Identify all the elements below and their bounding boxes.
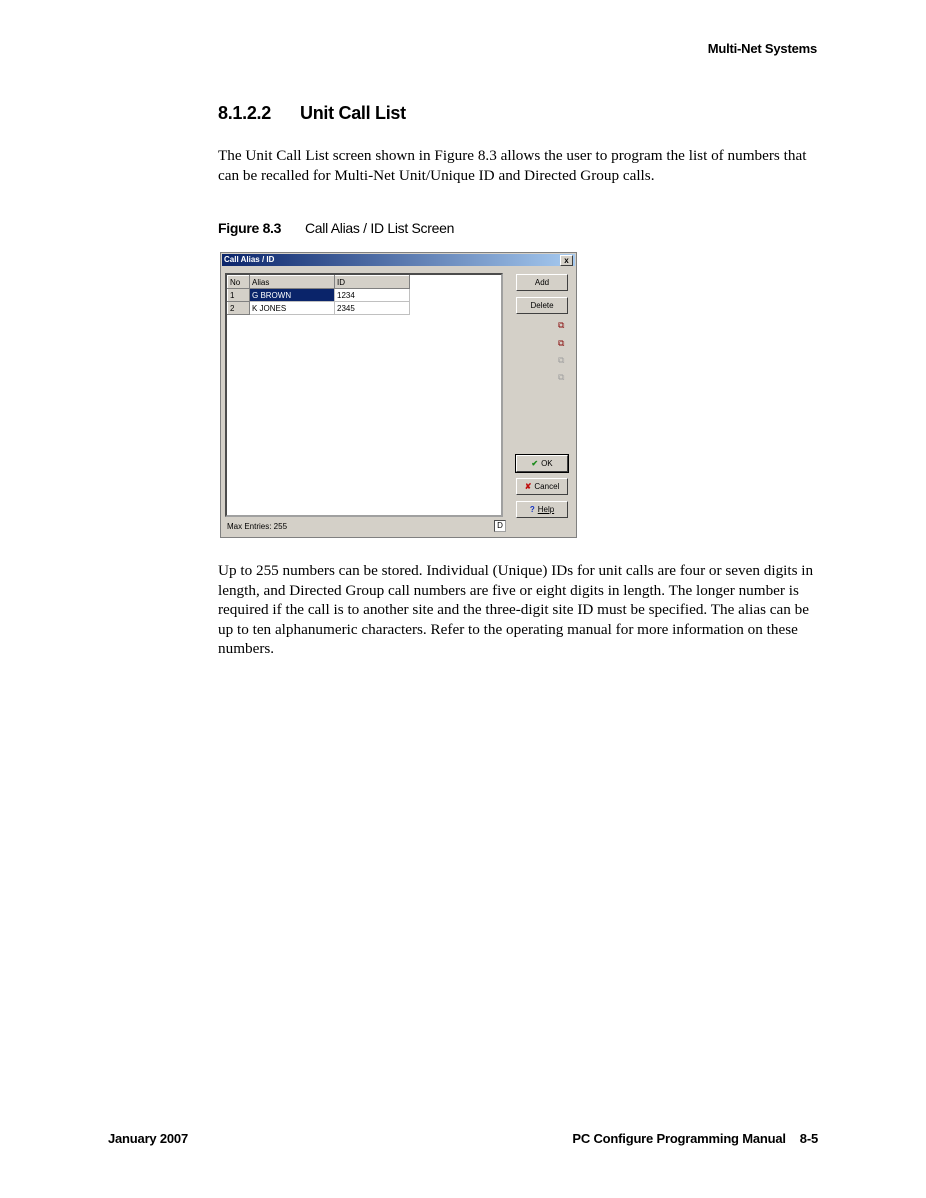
help-label: Help <box>537 505 555 514</box>
delete-label: Delete <box>530 301 554 310</box>
add-button[interactable] <box>516 274 568 291</box>
status-flag: D <box>494 520 506 532</box>
close-button[interactable]: x <box>560 255 573 266</box>
page-number: 8-5 <box>799 1131 818 1146</box>
max-entries-status: Max Entries: 255 <box>227 522 288 531</box>
move-down-icon[interactable]: ⧉ <box>558 372 565 382</box>
add-label: Add <box>534 278 550 287</box>
ok-label: OK <box>541 459 553 468</box>
id-cell[interactable]: 2345 <box>335 302 410 315</box>
footer-right <box>572 1131 818 1146</box>
x-icon: ✘ <box>524 482 532 491</box>
figure-caption-text: Call Alias / ID List Screen <box>305 220 455 236</box>
alias-table <box>227 275 410 315</box>
footer-manual-title: PC Configure Programming Manual <box>572 1131 786 1146</box>
footer-date: January 2007 <box>108 1131 188 1146</box>
table-row[interactable] <box>228 289 410 302</box>
intro-paragraph: The Unit Call List screen shown in Figure 8.3 allows the user to program the list of numbers that can be recalled for Multi-Net Unit/Unique ID and Directed Group calls. <box>218 147 807 184</box>
dialog-titlebar <box>222 254 575 266</box>
alias-cell[interactable]: K JONES <box>250 302 335 315</box>
paste-icon[interactable]: ⧉ <box>558 338 565 348</box>
ok-button[interactable] <box>516 455 568 472</box>
column-header-no[interactable]: No <box>228 276 250 289</box>
alias-grid[interactable] <box>225 273 503 517</box>
check-icon: ✔ <box>531 459 539 468</box>
cancel-button[interactable] <box>516 478 568 495</box>
body-paragraph: Up to 255 numbers can be stored. Individual (Unique) IDs for unit calls are four or seven digits in length, and Directed Group call numbers are five or eight digits in length. The longer number is required if the call is to another site and the three-digit site ID must be specified. The alias can be up to ten alphanumeric characters. Refer to the operating manual for more information on these numbers. <box>218 562 814 658</box>
alias-cell[interactable]: G BROWN <box>250 289 335 302</box>
column-header-alias[interactable]: Alias <box>250 276 335 289</box>
row-number[interactable]: 2 <box>228 302 250 315</box>
dialog-title: Call Alias / ID <box>224 255 275 264</box>
delete-button[interactable] <box>516 297 568 314</box>
call-alias-dialog <box>220 252 577 538</box>
row-number[interactable]: 1 <box>228 289 250 302</box>
table-row[interactable] <box>228 302 410 315</box>
column-header-id[interactable]: ID <box>335 276 410 289</box>
section-title: Unit Call List <box>300 103 406 123</box>
section-number: 8.1.2.2 <box>218 103 271 123</box>
figure-label: Figure 8.3 <box>218 220 282 236</box>
table-header-row <box>228 276 410 289</box>
running-header: Multi-Net Systems <box>707 41 817 56</box>
id-cell[interactable]: 1234 <box>335 289 410 302</box>
help-button[interactable] <box>516 501 568 518</box>
section-heading <box>218 103 406 124</box>
cancel-label: Cancel <box>534 482 560 491</box>
figure-caption <box>218 220 454 236</box>
copy-icon[interactable]: ⧉ <box>558 320 565 330</box>
move-up-icon[interactable]: ⧉ <box>558 355 565 365</box>
question-icon: ? <box>529 505 535 514</box>
